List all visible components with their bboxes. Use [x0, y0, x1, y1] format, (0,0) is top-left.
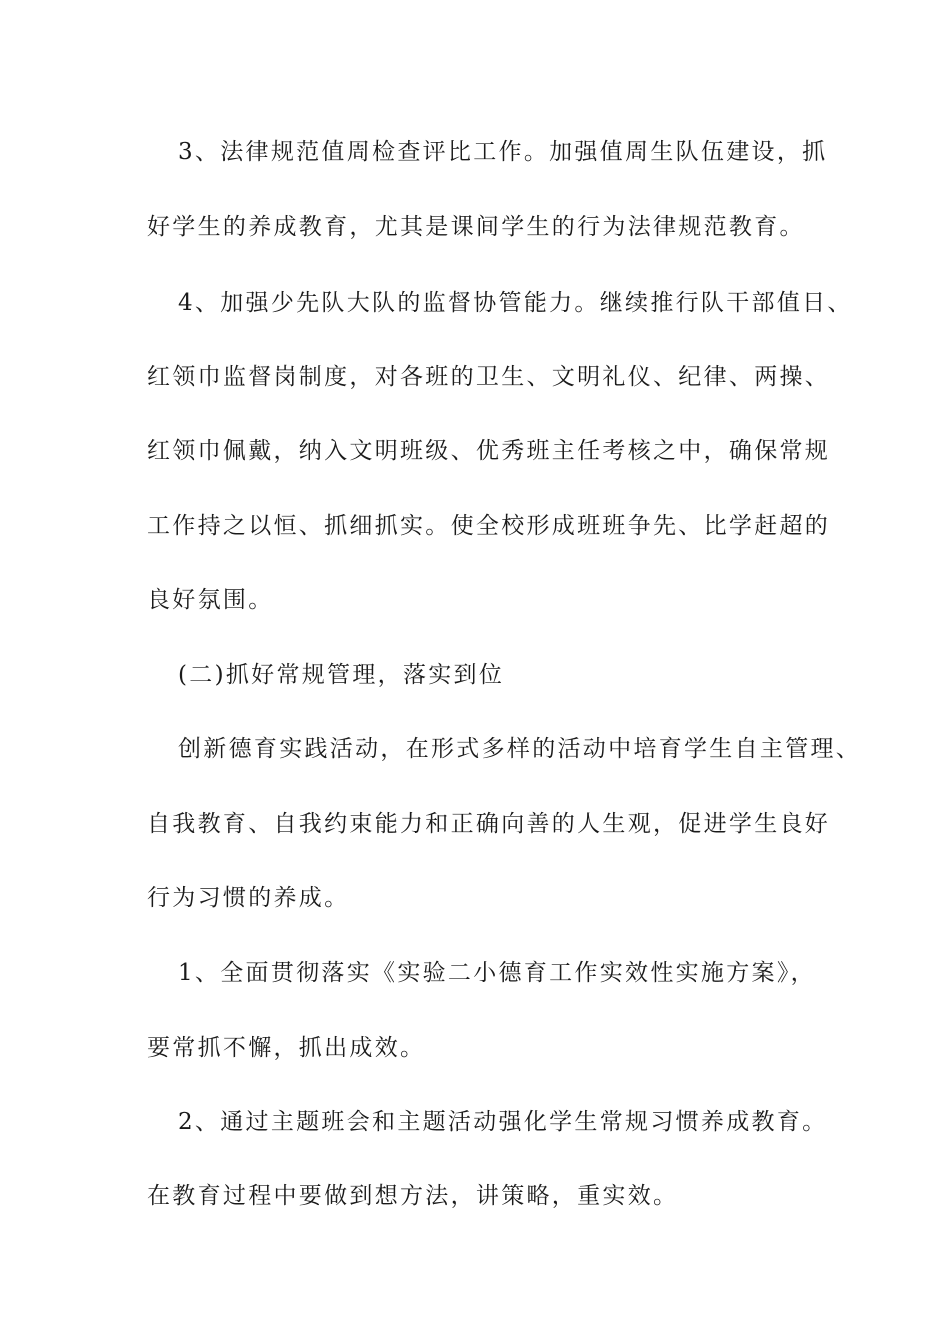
paragraph-1-line-1: 1、全面贯彻落实《实验二小德育工作实效性实施方案》，	[178, 960, 816, 986]
intro-paragraph-line-1: 创新德育实践活动，在形式多样的活动中培育学生自主管理、	[178, 736, 862, 762]
paragraph-3-line-1: 3、法律规范值周检查评比工作。加强值周生队伍建设，抓	[178, 139, 828, 165]
intro-paragraph-line-3: 行为习惯的养成。	[147, 885, 350, 911]
paragraph-4-line-1: 4、加强少先队大队的监督协管能力。继续推行队干部值日、	[178, 290, 853, 316]
paragraph-2-line-2: 在教育过程中要做到想方法，讲策略，重实效。	[147, 1183, 679, 1209]
intro-paragraph-line-2: 自我教育、自我约束能力和正确向善的人生观，促进学生良好	[147, 811, 831, 837]
paragraph-4-line-2: 红领巾监督岗制度，对各班的卫生、文明礼仪、纪律、两操、	[147, 364, 831, 390]
paragraph-1-line-2: 要常抓不懈，抓出成效。	[147, 1035, 426, 1061]
paragraph-4-line-4: 工作持之以恒、抓细抓实。使全校形成班班争先、比学赶超的	[147, 513, 831, 539]
paragraph-4-line-5: 良好氛围。	[147, 587, 274, 613]
section-heading: (二)抓好常规管理，落实到位	[178, 662, 505, 688]
paragraph-3-line-2: 好学生的养成教育，尤其是课间学生的行为法律规范教育。	[147, 214, 805, 240]
paragraph-4-line-3: 红领巾佩戴，纳入文明班级、优秀班主任考核之中，确保常规	[147, 438, 831, 464]
paragraph-2-line-1: 2、通过主题班会和主题活动强化学生常规习惯养成教育。	[178, 1109, 828, 1135]
